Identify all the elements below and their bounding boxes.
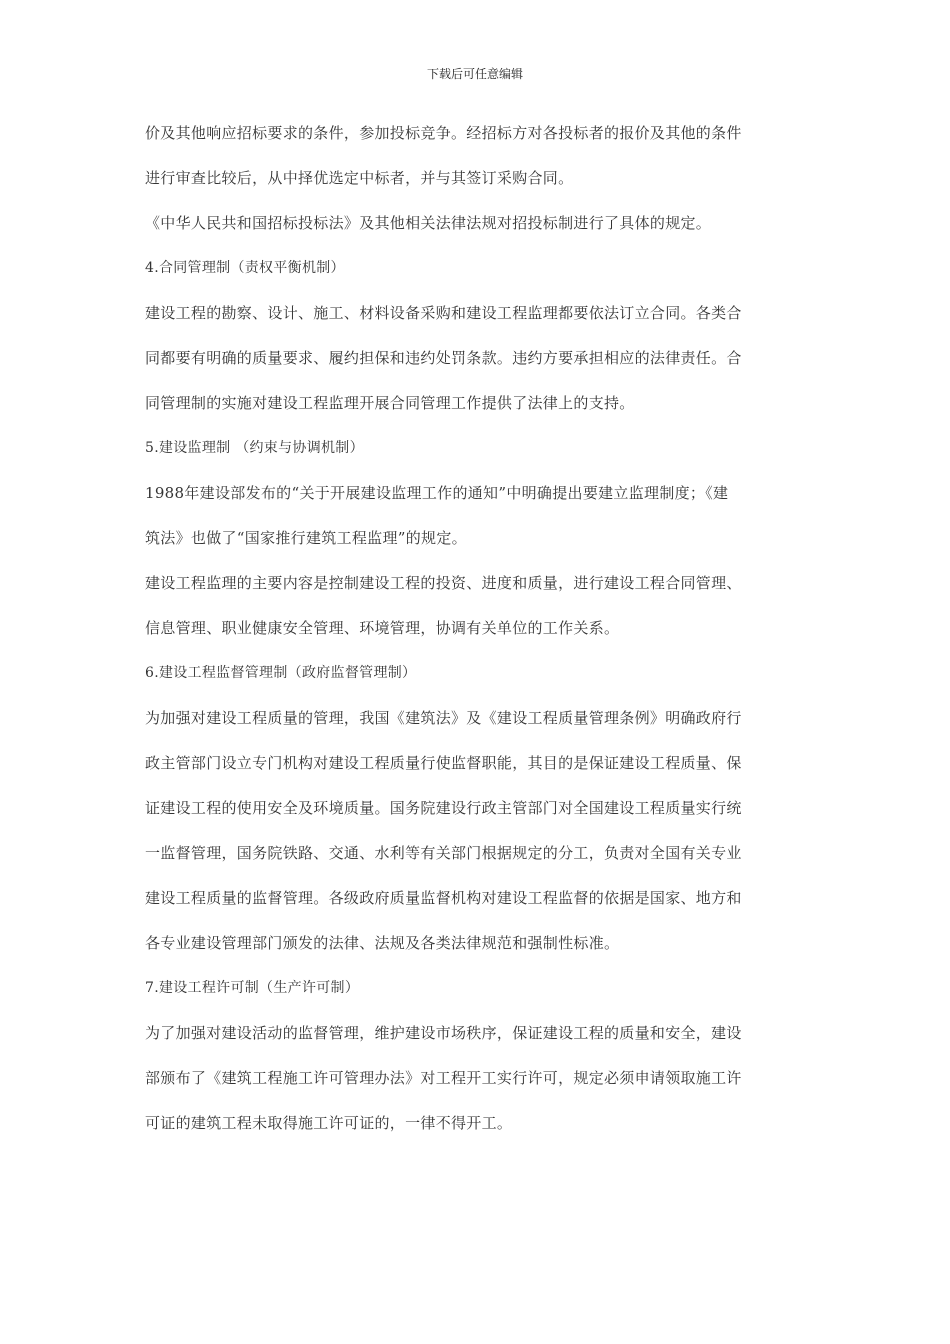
text-line: 建设工程质量的监督管理。各级政府质量监督机构对建设工程监督的依据是国家、地方和	[145, 889, 742, 907]
text-line: 进行审查比较后，从中择优选定中标者，并与其签订采购合同。	[145, 169, 574, 187]
paragraph-contract-management	[145, 302, 805, 415]
paragraph-supervision-history	[145, 482, 805, 550]
text-line: 建设工程的勘察、设计、施工、材料设备采购和建设工程监理都要依法订立合同。各类合	[145, 304, 742, 322]
paragraph-bidding-law	[145, 212, 805, 235]
section-heading-supervision-system	[145, 437, 805, 460]
section-heading-government-oversight	[145, 662, 805, 685]
paragraph-government-oversight	[145, 707, 805, 955]
text-line: 政主管部门设立专门机构对建设工程质量行使监督职能，其目的是保证建设工程质量、保	[145, 754, 742, 772]
heading-text: 4.合同管理制（责权平衡机制）	[145, 260, 345, 276]
heading-text: 7.建设工程许可制（生产许可制）	[145, 980, 360, 996]
text-line: 为加强对建设工程质量的管理，我国《建筑法》及《建设工程质量管理条例》明确政府行	[145, 709, 742, 727]
page-header: 下载后可任意编辑	[426, 67, 523, 81]
text-line: 同都要有明确的质量要求、履约担保和违约处罚条款。违约方要承担相应的法律责任。合	[145, 349, 742, 367]
heading-text: 6.建设工程监督管理制（政府监督管理制）	[145, 665, 417, 681]
text-line: 同管理制的实施对建设工程监理开展合同管理工作提供了法律上的支持。	[145, 394, 635, 412]
text-line: 一监督管理，国务院铁路、交通、水利等有关部门根据规定的分工，负责对全国有关专业	[145, 844, 742, 862]
text-line: 为了加强对建设活动的监督管理，维护建设市场秩序，保证建设工程的质量和安全，建设	[145, 1024, 742, 1042]
section-heading-permit-system	[145, 977, 805, 1000]
text-line: 各专业建设管理部门颁发的法律、法规及各类法律规范和强制性标准。	[145, 934, 620, 952]
heading-text: 5.建设监理制 （约束与协调机制）	[145, 440, 364, 456]
paragraph-permit-system	[145, 1022, 805, 1135]
text-line: 建设工程监理的主要内容是控制建设工程的投资、进度和质量，进行建设工程合同管理、	[145, 574, 742, 592]
text-line: 1988年建设部发布的“关于开展建设监理工作的通知”中明确提出要建立监理制度；《建	[145, 484, 729, 502]
text-line: 可证的建筑工程未取得施工许可证的，一律不得开工。	[145, 1114, 513, 1132]
text-line: 部颁布了《建筑工程施工许可管理办法》对工程开工实行许可，规定必须申请领取施工许	[145, 1069, 742, 1087]
document-body	[145, 122, 805, 1157]
text-line: 价及其他响应招标要求的条件，参加投标竞争。经招标方对各投标者的报价及其他的条件	[145, 124, 742, 142]
section-heading-contract-management	[145, 257, 805, 280]
text-line: 《中华人民共和国招标投标法》及其他相关法律法规对招投标制进行了具体的规定。	[145, 214, 712, 232]
text-line: 证建设工程的使用安全及环境质量。国务院建设行政主管部门对全国建设工程质量实行统	[145, 799, 742, 817]
paragraph-supervision-content	[145, 572, 805, 640]
paragraph-bidding-conditions	[145, 122, 805, 190]
text-line: 筑法》也做了“国家推行建筑工程监理”的规定。	[145, 529, 467, 547]
text-line: 信息管理、职业健康安全管理、环境管理，协调有关单位的工作关系。	[145, 619, 620, 637]
